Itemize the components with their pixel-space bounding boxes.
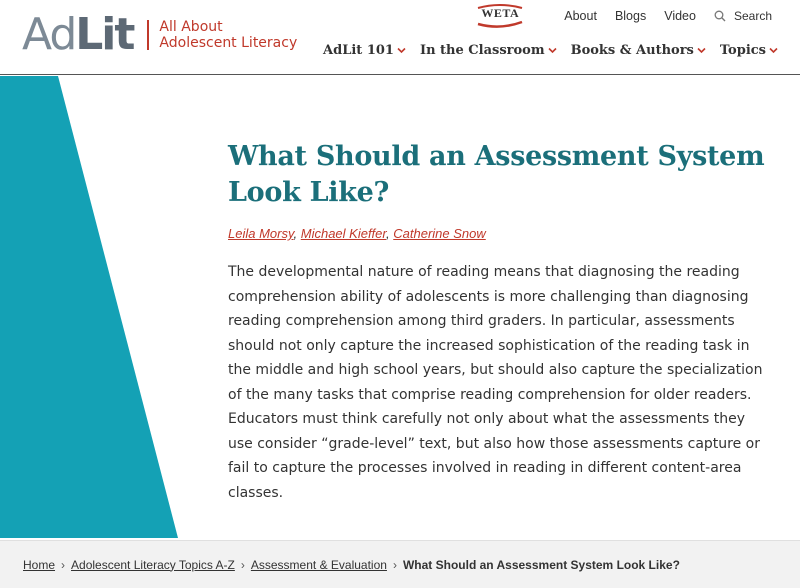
blogs-link[interactable]: Blogs	[614, 9, 647, 23]
article-title: What Should an Assessment System Look Like?	[228, 141, 765, 208]
author-link[interactable]: Michael Kieffer	[300, 226, 387, 241]
chevron-right-icon: ›	[392, 557, 397, 572]
adlit-logo[interactable]	[22, 10, 297, 60]
breadcrumb-assessment[interactable]: Assessment & Evaluation	[250, 557, 387, 572]
breadcrumb-topics[interactable]: Adolescent Literacy Topics A-Z	[71, 557, 235, 572]
breadcrumb-current: What Should an Assessment System Look Like?	[402, 557, 680, 572]
search-icon	[714, 10, 726, 22]
article-intro: The developmental nature of reading means that diagnosing the reading comprehension ability of adolescents is more challenging than diagnosing reading comprehension among third graders. In particular, assessments should not only capture the increased sophistication of the reading task in the middle and high school years, but should also capture the specialization of the many tasks that comprise reading comprehension for older readers. Educators must think carefully not only about what the assessments they use consider “grade-level” text, but also how those assessments capture or fail to capture the processes involved in reading in different content-area classes.	[228, 264, 763, 501]
breadcrumb	[0, 540, 800, 588]
logo-wordmark: AdLit	[22, 9, 134, 60]
logo-tagline: All About Adolescent Literacy	[159, 19, 298, 51]
nav-topics[interactable]	[720, 43, 778, 58]
chevron-right-icon: ›	[61, 557, 66, 572]
nav-label: Topics	[719, 43, 766, 58]
video-link[interactable]: Video	[664, 9, 696, 23]
search-button[interactable]	[714, 9, 772, 23]
article-hero	[0, 76, 800, 538]
breadcrumb-home[interactable]: Home	[23, 557, 56, 572]
nav-adlit-101[interactable]	[323, 43, 406, 58]
author-separator: ,	[293, 226, 301, 241]
author-link[interactable]: Leila Morsy	[228, 226, 294, 241]
chevron-down-icon	[769, 47, 778, 54]
nav-label: Books & Authors	[570, 43, 694, 58]
nav-books-authors[interactable]	[571, 43, 706, 58]
article-authors	[228, 226, 486, 241]
site-header	[0, 0, 800, 75]
nav-label: AdLit 101	[323, 43, 394, 58]
teal-decorative-shape	[0, 76, 200, 538]
about-link[interactable]: About	[564, 9, 597, 23]
chevron-right-icon: ›	[240, 557, 245, 572]
author-link[interactable]: Catherine Snow	[393, 226, 486, 241]
nav-label: In the Classroom	[419, 43, 545, 58]
search-label: Search	[733, 9, 772, 23]
nav-in-the-classroom[interactable]	[420, 43, 557, 58]
weta-logo[interactable]: WETA	[472, 4, 528, 28]
chevron-down-icon	[697, 47, 706, 54]
author-separator: ,	[386, 226, 394, 241]
logo-divider	[147, 20, 149, 50]
utility-nav	[472, 4, 772, 28]
main-nav	[309, 43, 778, 58]
chevron-down-icon	[548, 47, 557, 54]
chevron-down-icon	[397, 47, 406, 54]
